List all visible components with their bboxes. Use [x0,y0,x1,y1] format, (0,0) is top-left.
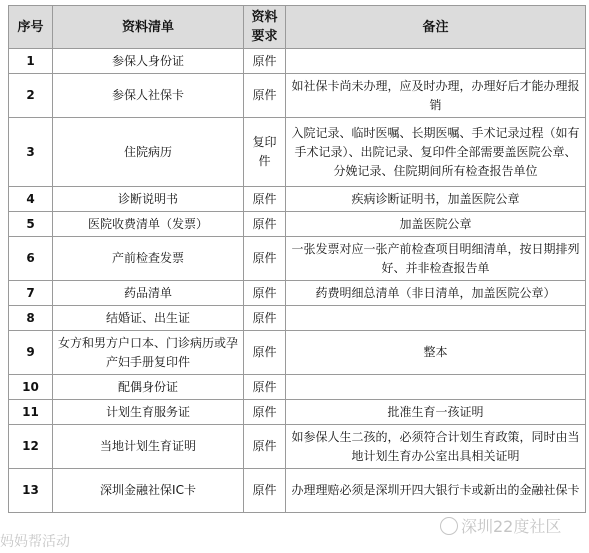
row-no: 10 [9,375,53,400]
table-row [9,237,586,281]
table-row [9,212,586,237]
row-no: 12 [9,425,53,469]
row-req: 原件 [244,469,286,513]
row-req: 原件 [244,375,286,400]
row-req: 原件 [244,212,286,237]
row-note: 加盖医院公章 [286,212,586,237]
row-item: 计划生育服务证 [53,400,244,425]
row-item: 配偶身份证 [53,375,244,400]
table-row [9,469,586,513]
row-item: 住院病历 [53,118,244,187]
table-row [9,331,586,375]
row-note [286,375,586,400]
row-note [286,49,586,74]
header-req [244,6,286,49]
row-no: 2 [9,74,53,118]
row-item: 诊断说明书 [53,187,244,212]
row-req: 原件 [244,331,286,375]
table-header-row [9,6,586,49]
table-row [9,425,586,469]
row-no: 11 [9,400,53,425]
row-no: 6 [9,237,53,281]
row-item: 药品清单 [53,281,244,306]
row-no: 8 [9,306,53,331]
row-item: 结婚证、出生证 [53,306,244,331]
table-row [9,400,586,425]
row-item: 女方和男方户口本、门诊病历或孕产妇手册复印件 [53,331,244,375]
row-no: 9 [9,331,53,375]
row-note: 整本 [286,331,586,375]
row-req: 原件 [244,400,286,425]
row-note: 批准生育一孩证明 [286,400,586,425]
row-note: 如社保卡尚未办理，应及时办理，办理好后才能办理报销 [286,74,586,118]
table-row [9,281,586,306]
table-row [9,187,586,212]
row-no: 13 [9,469,53,513]
row-note: 如参保人生二孩的，必须符合计划生育政策，同时由当地计划生育办公室出具相关证明 [286,425,586,469]
row-req: 原件 [244,306,286,331]
table-row [9,74,586,118]
row-req: 原件 [244,237,286,281]
watermark-left: 妈妈帮活动 [0,534,70,550]
watermark-right-text: 深圳22度社区 [461,517,562,536]
table-row [9,118,586,187]
row-no: 3 [9,118,53,187]
row-no: 5 [9,212,53,237]
header-no: 序号 [9,6,53,49]
row-item: 深圳金融社保IC卡 [53,469,244,513]
row-note: 疾病诊断证明书，加盖医院公章 [286,187,586,212]
row-no: 7 [9,281,53,306]
header-note: 备注 [286,6,586,49]
header-req-text: 资料 要求 [251,10,278,44]
row-req: 复印件 [244,118,286,187]
row-req: 原件 [244,425,286,469]
wechat-logo-icon [440,517,458,535]
row-item: 参保人社保卡 [53,74,244,118]
row-note: 一张发票对应一张产前检查项目明细清单，按日期排列好、并非检查报告单 [286,237,586,281]
row-item: 医院收费清单（发票） [53,212,244,237]
row-item: 参保人身份证 [53,49,244,74]
row-note: 药费明细总清单（非日清单，加盖医院公章） [286,281,586,306]
row-note: 入院记录、临时医嘱、长期医嘱、手术记录过程（如有手术记录）、出院记录、复印件全部需要盖医院公章、分娩记录、住院期间所有检查报告单位 [286,118,586,187]
table-row [9,375,586,400]
row-req: 原件 [244,74,286,118]
row-req: 原件 [244,281,286,306]
row-note: 办理理赔必须是深圳开四大银行卡或新出的金融社保卡 [286,469,586,513]
table-row [9,49,586,74]
table-row [9,306,586,331]
header-item: 资料清单 [53,6,244,49]
row-item: 产前检查发票 [53,237,244,281]
row-req: 原件 [244,187,286,212]
row-no: 4 [9,187,53,212]
watermark-right [440,514,561,537]
row-no: 1 [9,49,53,74]
materials-table [8,5,586,513]
row-note [286,306,586,331]
row-item: 当地计划生育证明 [53,425,244,469]
row-req: 原件 [244,49,286,74]
